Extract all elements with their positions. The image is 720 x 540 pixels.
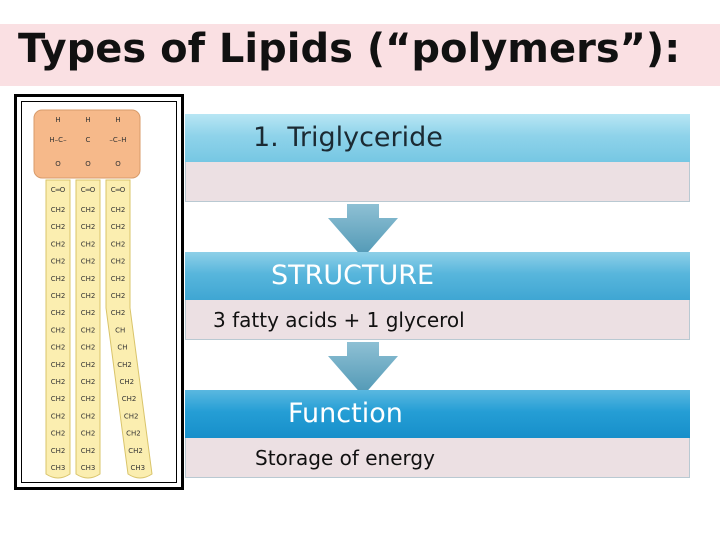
structure-header — [185, 252, 690, 300]
chain-carbon-label: CH2 — [110, 274, 126, 283]
chain-carbon-label: CH2 — [121, 395, 137, 404]
carbonyl-label: C═O — [110, 186, 126, 194]
function-header-label: Function — [288, 398, 403, 429]
chain-carbon-label: CH3 — [80, 464, 96, 472]
structure-body — [185, 300, 690, 340]
chain-carbon-label: CH2 — [110, 292, 126, 300]
chain-carbon-label: CH2 — [80, 274, 96, 283]
glycerol-atom-label: O — [115, 160, 121, 168]
chain-carbon-label: CH — [117, 343, 128, 352]
chain-carbon-label: CH2 — [50, 206, 66, 214]
glycerol-atom-label: H–C– — [49, 136, 67, 144]
chain-carbon-label: CH2 — [110, 206, 126, 214]
glycerol-atom-label: O — [85, 160, 91, 168]
chain-carbon-label: CH2 — [110, 240, 126, 249]
chain-carbon-label: CH2 — [50, 412, 66, 421]
triglyceride-figure — [21, 101, 177, 483]
chain-carbon-label: CH2 — [80, 429, 96, 438]
glycerol-atom-label: H — [85, 116, 91, 124]
chain-carbon-label: CH2 — [119, 378, 135, 386]
chain-carbon-label: CH2 — [80, 309, 96, 318]
triglyceride-header — [185, 114, 690, 162]
chain-carbon-label: CH2 — [50, 360, 66, 369]
structure-header-label: STRUCTURE — [271, 260, 435, 291]
function-header — [185, 390, 690, 438]
down-arrow-icon — [328, 342, 398, 396]
function-body — [185, 438, 690, 478]
carbonyl-label: C═O — [80, 186, 96, 194]
down-arrow-icon — [328, 204, 398, 258]
chain-carbon-label: CH2 — [117, 360, 132, 369]
structure-body-text: 3 fatty acids + 1 glycerol — [213, 308, 465, 332]
chain-carbon-label: CH2 — [128, 446, 143, 455]
chain-carbon-label: CH3 — [50, 464, 66, 472]
chain-carbon-label: CH2 — [50, 257, 66, 266]
chain-carbon-label: CH2 — [123, 412, 139, 421]
glycerol-atom-label: H — [55, 116, 61, 124]
chain-carbon-label: CH2 — [110, 223, 126, 232]
triglyceride-header-label: 1. Triglyceride — [253, 122, 443, 153]
chain-carbon-label: CH2 — [80, 446, 96, 455]
chain-carbon-label: CH2 — [50, 395, 66, 404]
function-body-text: Storage of energy — [255, 446, 435, 470]
chain-carbon-label: CH2 — [50, 378, 66, 386]
chain-carbon-label: CH2 — [80, 326, 96, 335]
chain-carbon-label: CH2 — [80, 343, 96, 352]
chain-carbon-label: CH2 — [50, 429, 66, 438]
chain-carbon-label: CH2 — [80, 223, 96, 232]
glycerol-atom-label: –C–H — [109, 136, 127, 144]
chain-carbon-label: CH2 — [80, 292, 96, 300]
chain-carbon-label: CH — [115, 326, 126, 335]
slide-title: Types of Lipids (“polymers”): — [18, 26, 681, 72]
chain-carbon-label: CH2 — [110, 257, 126, 266]
glycerol-atom-label: O — [55, 160, 61, 168]
chain-carbon-label: CH3 — [130, 464, 146, 472]
triglyceride-structure-diagram — [22, 102, 177, 483]
chain-carbon-label: CH2 — [126, 429, 141, 438]
chain-carbon-label: CH2 — [50, 343, 66, 352]
glycerol-atom-label: C — [85, 136, 91, 144]
triglyceride-figure-frame — [14, 94, 184, 490]
chain-carbon-label: CH2 — [80, 378, 96, 386]
chain-carbon-label: CH2 — [50, 309, 66, 318]
chain-carbon-label: CH2 — [110, 309, 126, 318]
chain-carbon-label: CH2 — [80, 257, 96, 266]
chain-carbon-label: CH2 — [80, 412, 96, 421]
triglyceride-body — [185, 162, 690, 202]
chain-carbon-label: CH2 — [50, 223, 66, 232]
glycerol-atom-label: H — [115, 116, 121, 124]
chain-carbon-label: CH2 — [80, 240, 96, 249]
chain-carbon-label: CH2 — [80, 360, 96, 369]
chain-carbon-label: CH2 — [50, 240, 66, 249]
chain-carbon-label: CH2 — [80, 395, 96, 404]
carbonyl-label: C═O — [50, 186, 66, 194]
chain-carbon-label: CH2 — [50, 326, 66, 335]
chain-carbon-label: CH2 — [50, 292, 66, 300]
chain-carbon-label: CH2 — [80, 206, 96, 214]
chain-carbon-label: CH2 — [50, 274, 66, 283]
chain-carbon-label: CH2 — [50, 446, 66, 455]
